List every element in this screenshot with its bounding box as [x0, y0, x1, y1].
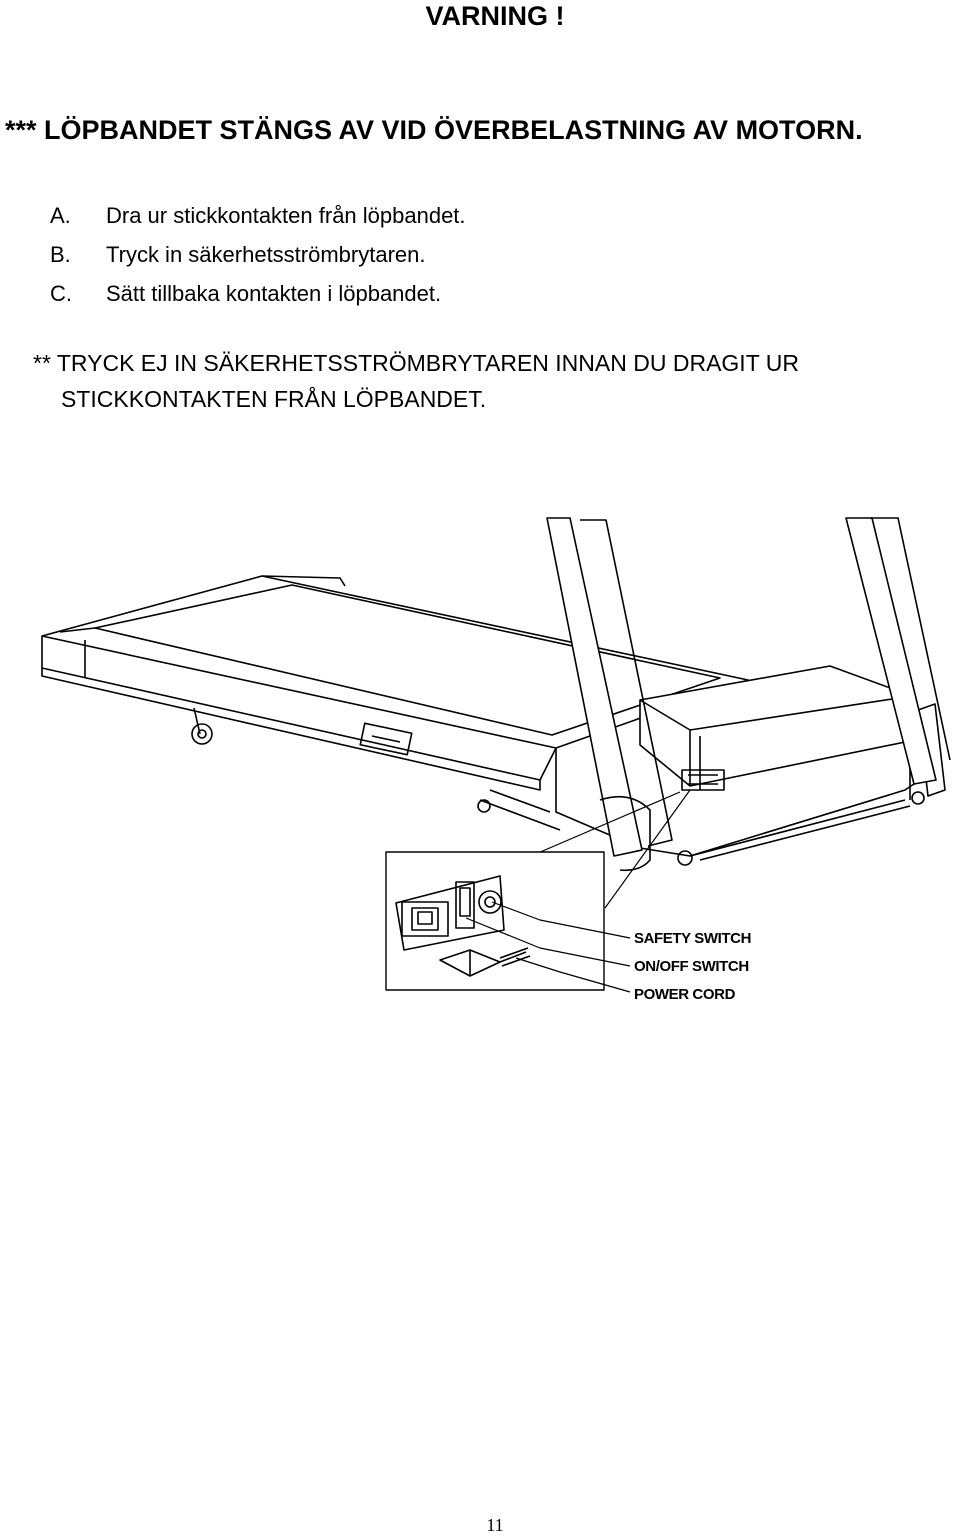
page-number: 11: [486, 1515, 504, 1535]
power-socket: [402, 902, 448, 936]
step-text: Dra ur stickkontakten från löpbandet.: [106, 203, 466, 228]
step-letter: A.: [50, 203, 71, 228]
step-text: Tryck in säkerhetsströmbrytaren.: [106, 242, 426, 267]
treadmill-illustration: [0, 500, 960, 1020]
step-text: Sätt tillbaka kontakten i löpbandet.: [106, 281, 442, 306]
overload-warning: *** LÖPBANDET STÄNGS AV VID ÖVERBELASTNING AV MOTORN.: [5, 115, 863, 145]
step-item: [50, 196, 466, 235]
label-safety-switch: SAFETY SWITCH: [634, 930, 752, 947]
front-wheel: [192, 724, 212, 744]
safety-note-line1: ** TRYCK EJ IN SÄKERHETSSTRÖMBRYTAREN INNAN DU DRAGIT UR: [33, 350, 799, 376]
safety-note: [33, 345, 799, 417]
step-letter: C.: [50, 281, 72, 306]
step-letter: B.: [50, 242, 71, 267]
label-onoff-switch: ON/OFF SWITCH: [634, 958, 749, 975]
page-title: VARNING !: [425, 1, 565, 31]
label-power-cord: POWER CORD: [634, 986, 736, 1003]
instruction-steps: [50, 196, 466, 313]
safety-note-line2: STICKKONTAKTEN FRÅN LÖPBANDET.: [61, 386, 487, 412]
step-item: [50, 274, 466, 313]
step-item: [50, 235, 466, 274]
